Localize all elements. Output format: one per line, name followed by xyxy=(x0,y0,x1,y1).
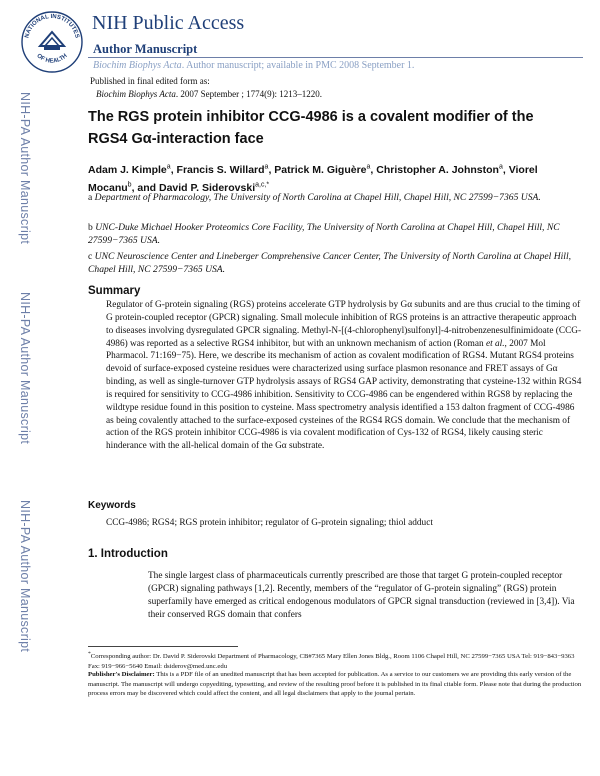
summary-heading: Summary xyxy=(88,285,141,297)
author-separator: , xyxy=(370,163,377,176)
header-title: NIH Public Access xyxy=(92,12,245,34)
logo-text-top: NATIONAL INSTITUTES xyxy=(24,13,80,39)
svg-text:NATIONAL INSTITUTES xyxy=(24,14,79,39)
summary-body xyxy=(106,299,584,453)
logo-text-bottom: OF HEALTH xyxy=(35,53,69,65)
header-subtitle: Author Manuscript xyxy=(93,42,198,56)
author-affiliation-mark: a xyxy=(498,163,503,170)
author xyxy=(274,164,376,176)
author-name: Francis S. Willard xyxy=(176,163,265,176)
header-journal-line xyxy=(93,60,414,71)
footnote-text: Corresponding author: Dr. David P. Siderovski Department of Pharmacology, CB#7365 Mary Ellen Jones Bldg., Room 1106 Chapel Hill, NC 27599−7365 USA Tel: 919−843−9363 Fax: 919−966−5640 Email: dsiderov@med.unc.edu xyxy=(88,653,575,670)
footnote-mark: * xyxy=(88,651,91,657)
disclaimer-text: This is a PDF file of an unedited manuscript that has been accepted for publication. As a service to our customers we are providing this early version of the manuscript. The manuscript will undergo copyediting, typesetting, and review of the resulting proof before it is published in its final citable form. Please note that during the production process errors may be discovered which could affect the content, and all legal disclaimers that apply to the journal pertain. xyxy=(88,671,582,697)
affiliation xyxy=(88,191,574,204)
author-affiliation-mark: a xyxy=(264,163,269,170)
side-label-middle: NIH-PA Author Manuscript xyxy=(18,292,32,445)
footnote-divider xyxy=(88,646,238,647)
svg-text:OF HEALTH xyxy=(35,53,68,65)
author-name: Adam J. Kimple xyxy=(88,163,167,176)
citation xyxy=(96,89,322,99)
nih-seal-logo xyxy=(18,6,86,74)
keywords-list: CCG-4986; RGS4; RGS protein inhibitor; regulator of G-protein signaling; thiol adduct xyxy=(106,518,433,528)
citation-journal: Biochim Biophys Acta xyxy=(96,89,176,99)
author-separator: , xyxy=(502,163,509,176)
author-separator: , and xyxy=(131,182,159,194)
author-name: Viorel Mocanu xyxy=(88,163,538,194)
article-title: The RGS protein inhibitor CCG-4986 is a covalent modifier of the RGS4 Gα-interaction face xyxy=(88,109,534,147)
affiliation-text: Department of Pharmacology, The University of North Carolina at Chapel Hill, Chapel Hill, NC 27599−7365 USA. xyxy=(94,192,541,203)
disclaimer-label: Publisher's Disclaimer: xyxy=(88,671,155,678)
author-name: Christopher A. Johnston xyxy=(376,163,499,176)
header-divider xyxy=(88,57,583,58)
summary-text-1: Regulator of G-protein signaling (RGS) proteins accelerate GTP hydrolysis by Gα subunits and are thus crucial to the timing of G protein-coupled receptor (GPCR) signaling. Small molecule inhibition of RGS proteins is an attractive therapeutic approach to diseases involving dysregulated GPCR signaling. Methyl-N-[(4-chlorophenyl)sulfonyl]-4-nitrobenzenesulfinimidoate (CCG-4986) was reported as a selective RGS4 inhibitor, but with an unknown mechanism of action (Roman xyxy=(106,300,582,349)
author xyxy=(177,164,275,176)
summary-text-2: , 2007 Mol Pharmacol. 71:169−75). Here, we describe its mechanism of action as covalent modification of RGS4. Mutant RGS4 proteins devoid of surface-exposed cysteine residues were characterized using surface plasmon resonance and FRET assays of Gα binding, as well as single-turnover GTP hydrolysis assays of RGS4 GAP activity, demonstrating that cysteine-132 within RGS4 is required for sensitivity to CCG-4986 inhibition. Sensitivity to CCG-4986 can be engendered within RGS8 by replacing the wildtype residue found in this position to cysteine. Mass spectrometry analysis identified a 153 dalton fragment of CCG-4986 as being covalently attached to the surface-exposed cysteines of the RGS4 RGS domain. We conclude that the mechanism of action of the RGS protein inhibitor CCG-4986 is via covalent modification of Cys-132 of RGS4, likely causing steric hinderance with the all-helical domain of the Gα substrate. xyxy=(106,338,582,452)
author-affiliation-mark: a xyxy=(366,163,371,170)
header-journal-availability: . Author manuscript; available in PMC 2008 September 1. xyxy=(181,60,415,71)
affiliation-text: UNC Neuroscience Center and Lineberger Comprehensive Cancer Center, The University of North Carolina at Chapel Hill, Chapel Hill, NC 27599−7365 USA. xyxy=(88,251,572,275)
affiliation-label: a xyxy=(88,192,93,203)
affiliation-text: UNC-Duke Michael Hooker Proteomics Core Facility, The University of North Carolina at Chapel Hill, Chapel Hill, NC 27599−7365 USA. xyxy=(88,222,560,246)
side-label-top: NIH-PA Author Manuscript xyxy=(18,92,32,245)
affiliation-label: c xyxy=(88,251,93,262)
keywords-heading: Keywords xyxy=(88,500,136,511)
author-name: Patrick M. Giguère xyxy=(274,163,367,176)
affiliation xyxy=(88,250,574,276)
author-name: David P. Siderovski xyxy=(159,182,256,194)
citation-details: . 2007 September ; 1774(9): 1213–1220. xyxy=(175,89,323,99)
introduction-body: The single largest class of pharmaceuticals currently prescribed are those that target G protein-coupled receptor (GPCR) signaling pathways [1,2]. Recently, members of the “regulator of G-protein signaling” (RGS) protein superfamily have emerged as critical endogenous modulators of GPCR signal transduction (reviewed in [3,4]). Via their conserved RGS domain that confers xyxy=(148,571,575,621)
author-separator: , xyxy=(268,163,275,176)
header-journal-name: Biochim Biophys Acta xyxy=(93,60,182,71)
corresponding-author-footnote xyxy=(88,650,586,671)
author-affiliation-mark: a xyxy=(166,163,171,170)
author-separator: , xyxy=(170,163,177,176)
author xyxy=(376,164,508,176)
author-affiliation-mark: b xyxy=(127,181,132,189)
side-label-bottom: NIH-PA Author Manuscript xyxy=(18,500,32,653)
author xyxy=(88,164,177,176)
published-label: Published in final edited form as: xyxy=(90,76,210,86)
introduction-heading: 1. Introduction xyxy=(88,548,168,560)
affiliation-label: b xyxy=(88,222,93,233)
publisher-disclaimer xyxy=(88,670,586,699)
affiliation xyxy=(88,221,574,247)
summary-etal: et al. xyxy=(485,338,505,349)
author-affiliation-mark: a,c,* xyxy=(255,181,270,189)
